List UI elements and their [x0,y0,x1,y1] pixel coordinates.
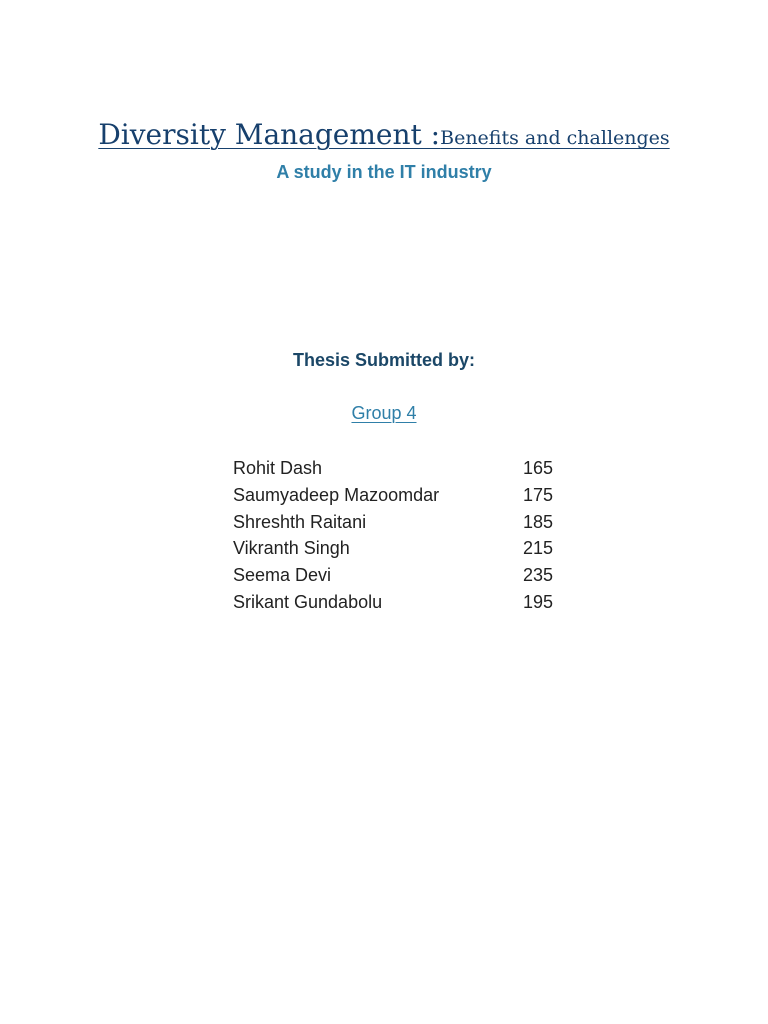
member-name: Seema Devi [233,565,332,586]
member-number: 165 [523,458,554,478]
member-row [233,482,573,509]
member-name: Vikranth Singh [233,538,350,559]
title-sub: Benefits and challenges [440,127,670,149]
member-number: 235 [523,565,554,586]
submitted-by-heading: Thesis Submitted by: [292,350,476,370]
member-name: Rohit Dash [233,458,323,478]
member-number: 215 [523,538,554,559]
document-title [0,118,768,151]
member-row [233,535,573,562]
member-number: 185 [523,511,554,532]
member-row [233,509,573,536]
member-name: Srikant Gundabolu [233,591,383,612]
member-row [233,455,573,482]
group-label: Group 4 [351,403,417,423]
member-list [233,455,573,616]
title-main: Diversity Management : [98,118,441,151]
document-subtitle: A study in the IT industry [276,162,492,182]
member-row [233,589,573,616]
member-name: Saumyadeep Mazoomdar [233,484,440,505]
member-number: 195 [523,591,554,612]
member-name: Shreshth Raitani [233,511,367,532]
member-row [233,562,573,589]
member-number: 175 [523,484,554,505]
